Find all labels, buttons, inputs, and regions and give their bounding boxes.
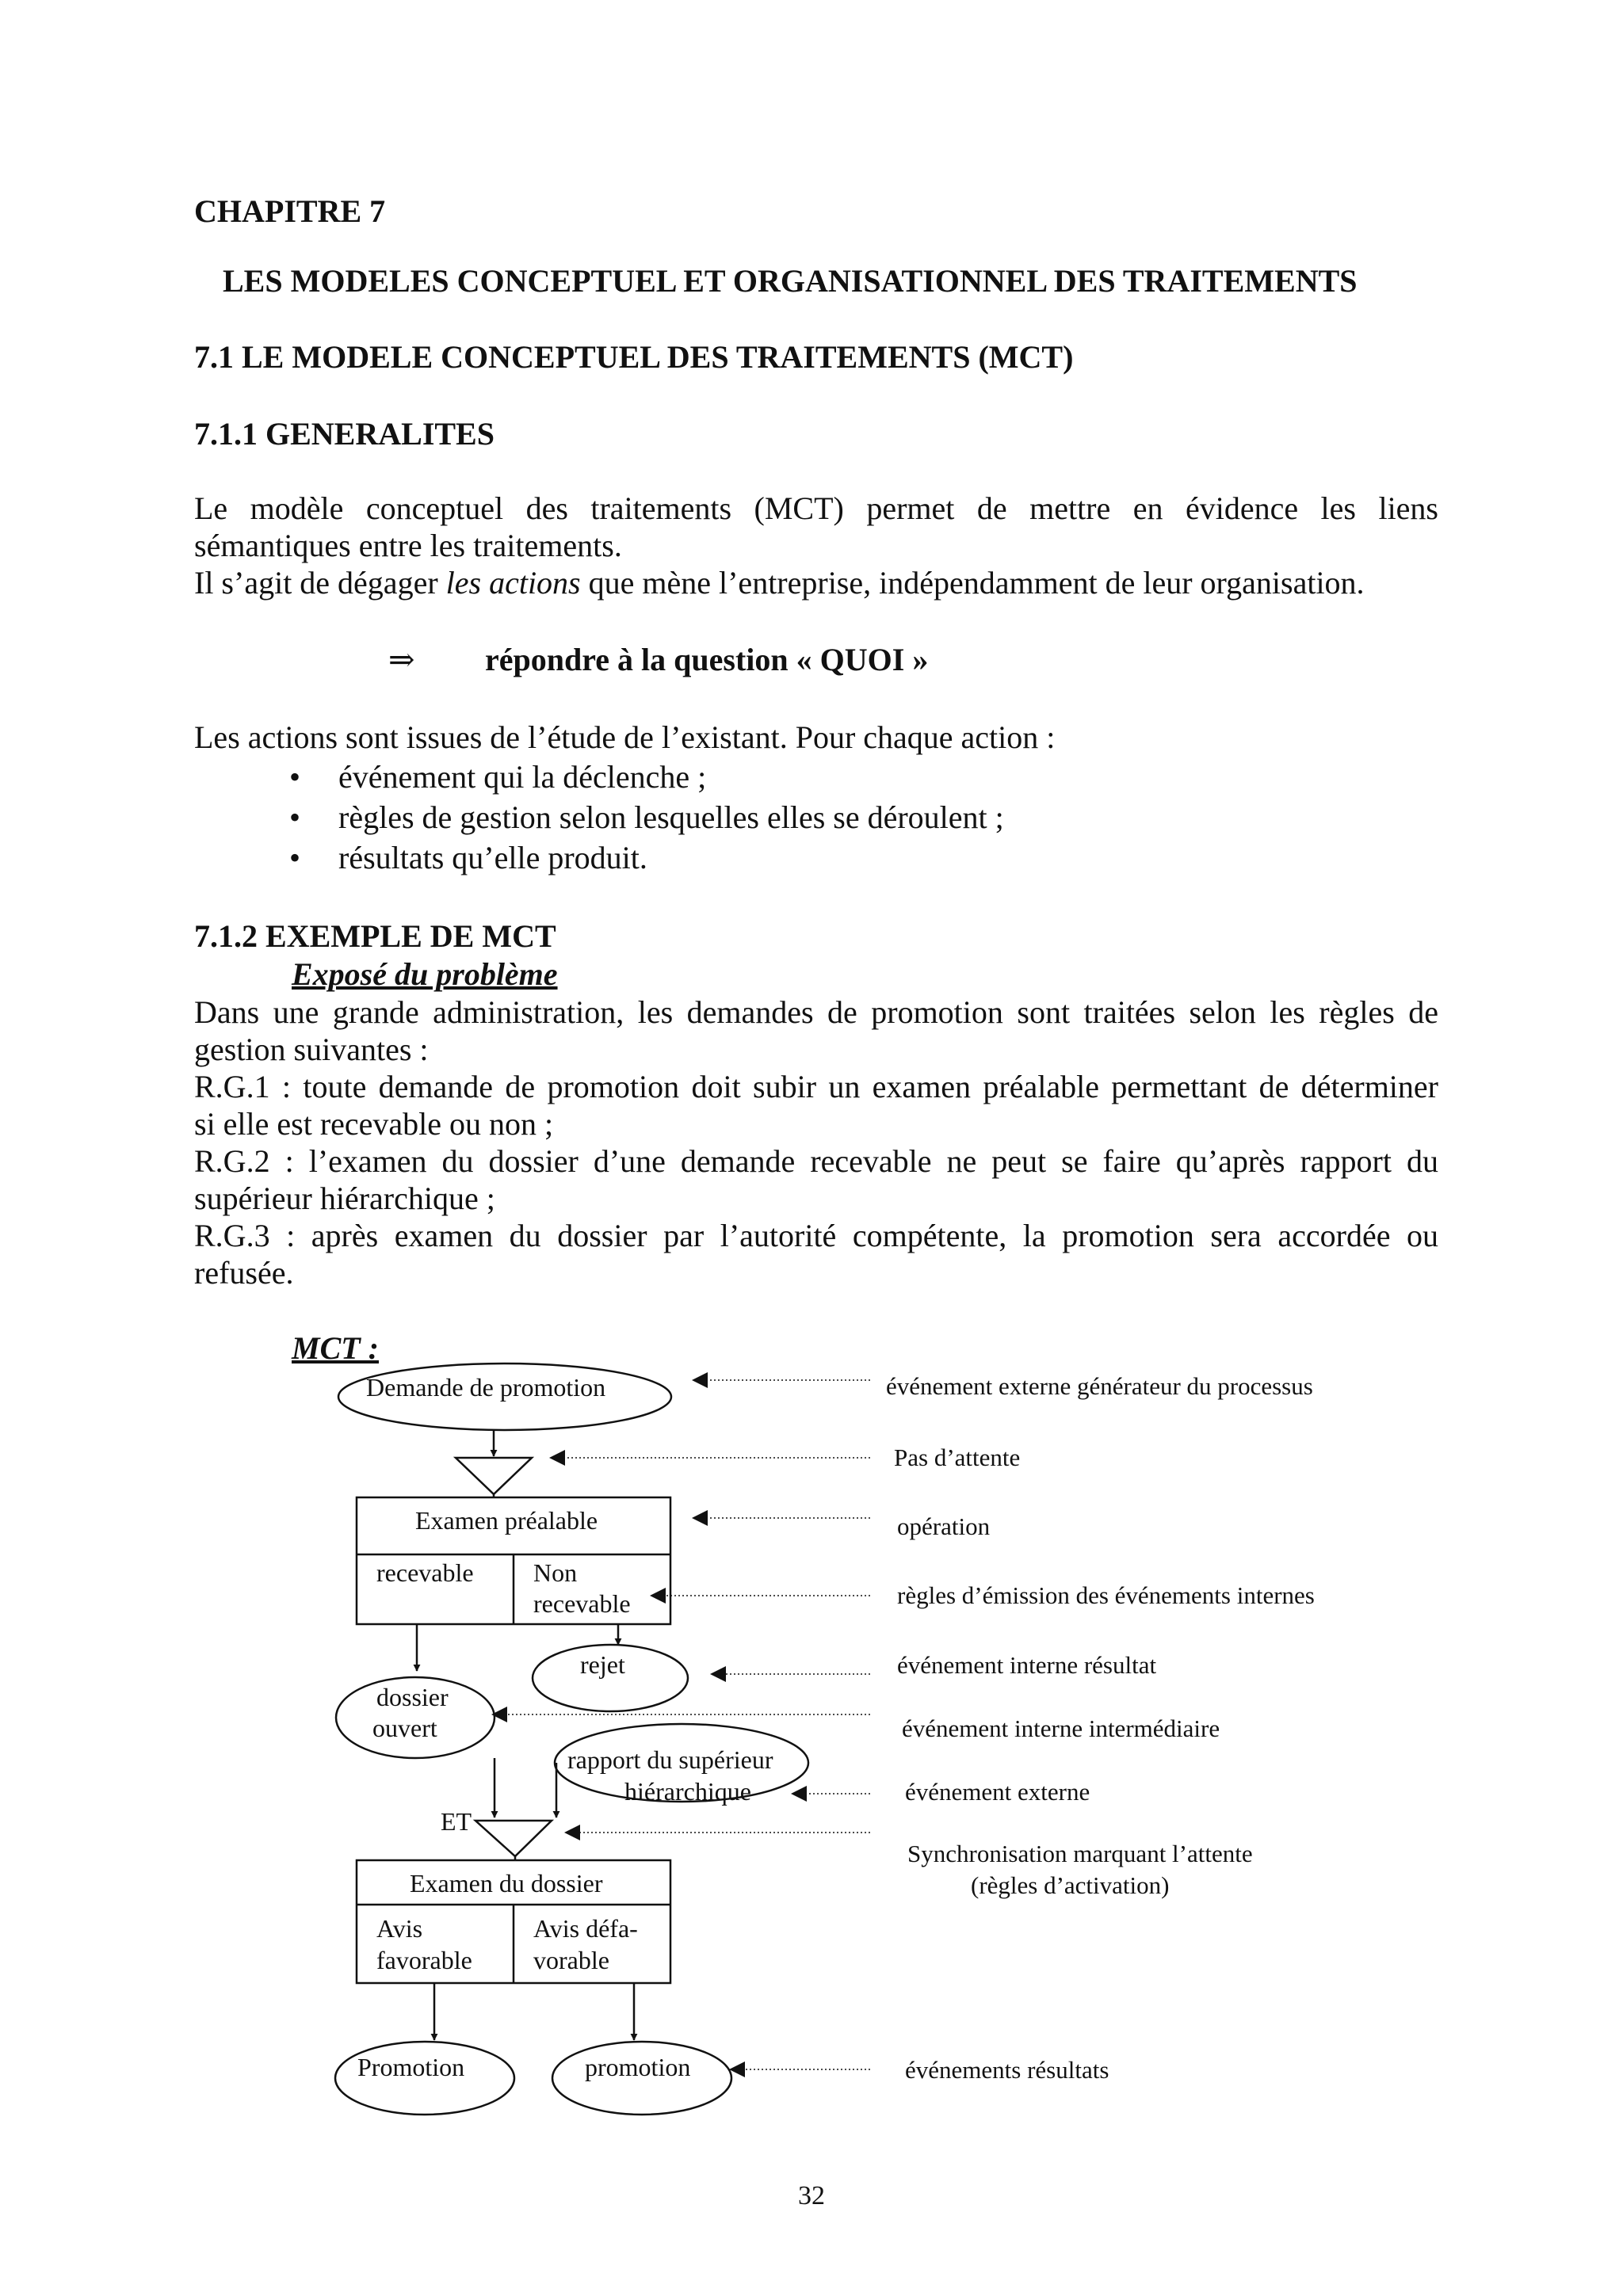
problem-line: Dans une grande administration, les demandes de promotion sont traitées selon les règles de	[194, 994, 1438, 1030]
list-item-text: événement qui la déclenche ;	[338, 759, 707, 795]
annotation-internal-result: événement interne résultat	[897, 1651, 1157, 1679]
operation-title-examen-prealable: Examen préalable	[415, 1506, 598, 1535]
annotation-sync: (règles d’activation)	[971, 1871, 1170, 1899]
sync-triangle-et	[475, 1821, 552, 1856]
annotation-external-event: événement externe	[905, 1778, 1090, 1806]
list-item-text: règles de gestion selon lesquelles elles se déroulent ;	[338, 799, 1004, 835]
bullet-icon: •	[289, 799, 301, 835]
implies-arrow-icon: ⇒	[388, 642, 415, 677]
operation-title-examen-dossier: Examen du dossier	[410, 1869, 603, 1897]
annotation-results: événements résultats	[905, 2056, 1109, 2084]
event-label-rejet: rejet	[580, 1650, 625, 1679]
result-label-promotion-accordee: Promotion	[357, 2053, 465, 2081]
intro-line: Le modèle conceptuel des traitements (MCT) permet de mettre en évidence les liens	[194, 490, 1438, 526]
problem-line: R.G.3 : après examen du dossier par l’autorité compétente, la promotion sera accordée ou	[194, 1218, 1438, 1253]
chapter-title: LES MODELES CONCEPTUEL ET ORGANISATIONNEL DES TRAITEMENTS	[223, 263, 1358, 299]
sync-label-et: ET	[441, 1807, 472, 1836]
page-number: 32	[798, 2181, 825, 2210]
event-label-demande: Demande de promotion	[366, 1373, 606, 1402]
annotation-emission-rules: règles d’émission des événements internes	[897, 1581, 1315, 1609]
rule-label-non-recevable: Non	[533, 1558, 578, 1587]
event-label-dossier-ouvert: ouvert	[372, 1714, 437, 1742]
annotation-no-wait: Pas d’attente	[894, 1444, 1021, 1471]
problem-line: refusée.	[194, 1255, 294, 1291]
list-item-text: résultats qu’elle produit.	[338, 840, 647, 875]
problem-line: R.G.1 : toute demande de promotion doit subir un examen préalable permettant de déterminer	[194, 1069, 1438, 1104]
problem-line: gestion suivantes :	[194, 1032, 429, 1067]
bullet-icon: •	[289, 840, 301, 875]
rule-label-avis-favorable: Avis	[376, 1914, 423, 1943]
result-label-promotion-refusee: promotion	[585, 2053, 691, 2081]
problem-line: R.G.2 : l’examen du dossier d’une demande recevable ne peut se faire qu’après rapport du	[194, 1143, 1438, 1179]
rule-label-avis-defavorable: Avis défa-	[533, 1914, 638, 1943]
intro-text: que mène l’entreprise, indépendamment de leur organisation.	[580, 565, 1365, 601]
rule-label-avis-defavorable: vorable	[533, 1946, 609, 1974]
annotation-external-generator: événement externe générateur du processus	[886, 1372, 1313, 1400]
expose-title: Exposé du problème	[292, 956, 558, 992]
subsection-title-generalites: 7.1.1 GENERALITES	[194, 416, 495, 452]
bullet-icon: •	[289, 759, 301, 795]
no-wait-triangle	[456, 1458, 532, 1494]
intro-text: Il s’agit de dégager	[194, 565, 446, 601]
chapter-number: CHAPITRE 7	[194, 193, 386, 229]
rule-label-non-recevable: recevable	[533, 1589, 631, 1618]
implication-text: répondre à la question « QUOI »	[485, 642, 929, 677]
rule-label-recevable: recevable	[376, 1558, 474, 1587]
problem-line: si elle est recevable ou non ;	[194, 1106, 554, 1142]
subsection-title-exemple: 7.1.2 EXEMPLE DE MCT	[194, 918, 556, 954]
annotation-operation: opération	[897, 1512, 991, 1540]
actions-intro: Les actions sont issues de l’étude de l’existant. Pour chaque action :	[194, 719, 1056, 755]
event-label-dossier-ouvert: dossier	[376, 1683, 449, 1711]
annotation-internal-intermediate: événement interne intermédiaire	[902, 1714, 1220, 1742]
event-label-rapport: rapport du supérieur	[567, 1745, 773, 1774]
section-title: 7.1 LE MODELE CONCEPTUEL DES TRAITEMENTS (MCT)	[194, 339, 1074, 375]
problem-line: supérieur hiérarchique ;	[194, 1180, 495, 1216]
event-label-rapport: hiérarchique	[624, 1777, 751, 1806]
intro-italic-text: les actions	[445, 565, 581, 601]
annotation-sync: Synchronisation marquant l’attente	[907, 1840, 1253, 1867]
intro-line: sémantiques entre les traitements.	[194, 528, 622, 563]
mct-label: MCT :	[292, 1330, 379, 1366]
rule-label-avis-favorable: favorable	[376, 1946, 472, 1974]
